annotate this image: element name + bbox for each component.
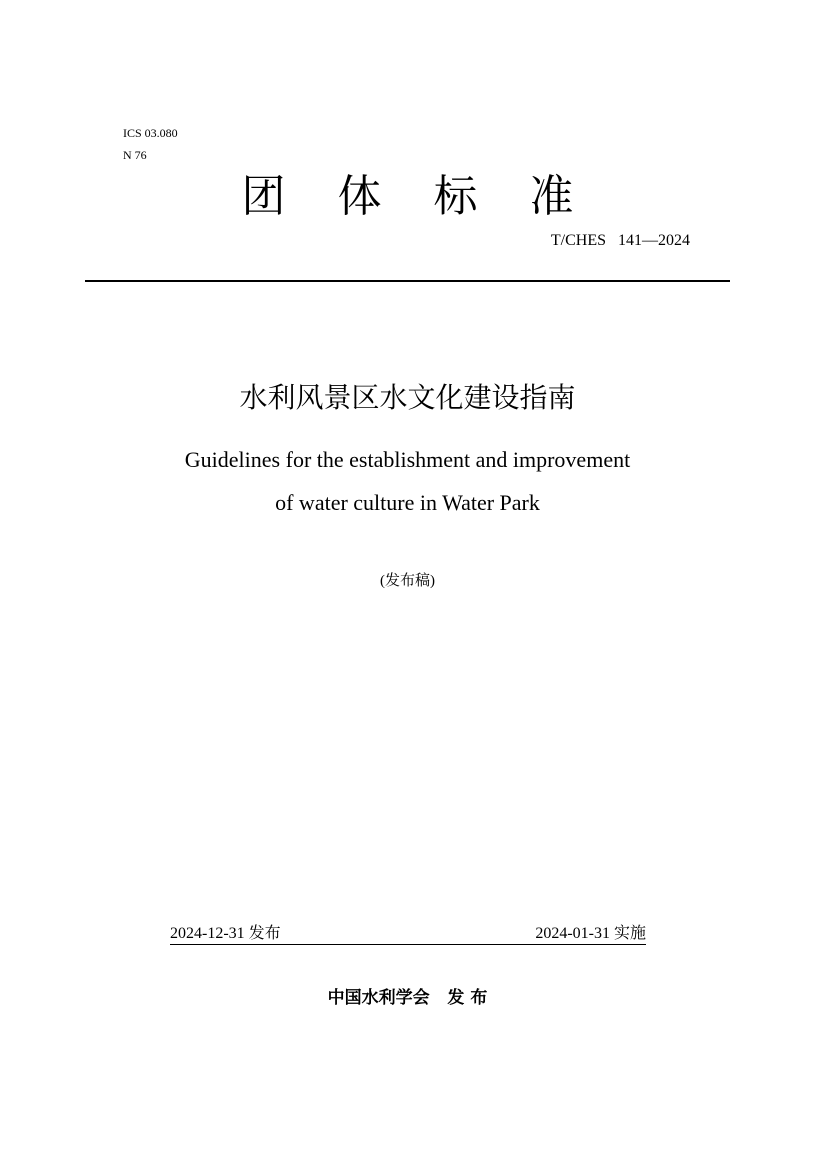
publish-date: 2024-12-31 发布 [170,925,281,942]
english-title-line-2: of water culture in Water Park [275,490,540,515]
implementation-date: 2024-01-31 实施 [535,925,646,942]
dates-row [170,924,646,945]
english-title-line-1: Guidelines for the establishment and improvement [184,447,631,472]
document-type-heading: 团体标准 [241,171,626,222]
ics-code: ICS 03.080 [123,126,178,140]
ccs-code: N 76 [123,148,147,162]
issuing-organization: 中国水利学会 发 布 [327,988,488,1008]
header-divider [85,280,730,282]
standard-number: T/CHES 141—2024 [550,232,690,249]
chinese-title: 水利风景区水文化建设指南 [239,381,576,414]
draft-status: (发布稿) [380,573,435,589]
